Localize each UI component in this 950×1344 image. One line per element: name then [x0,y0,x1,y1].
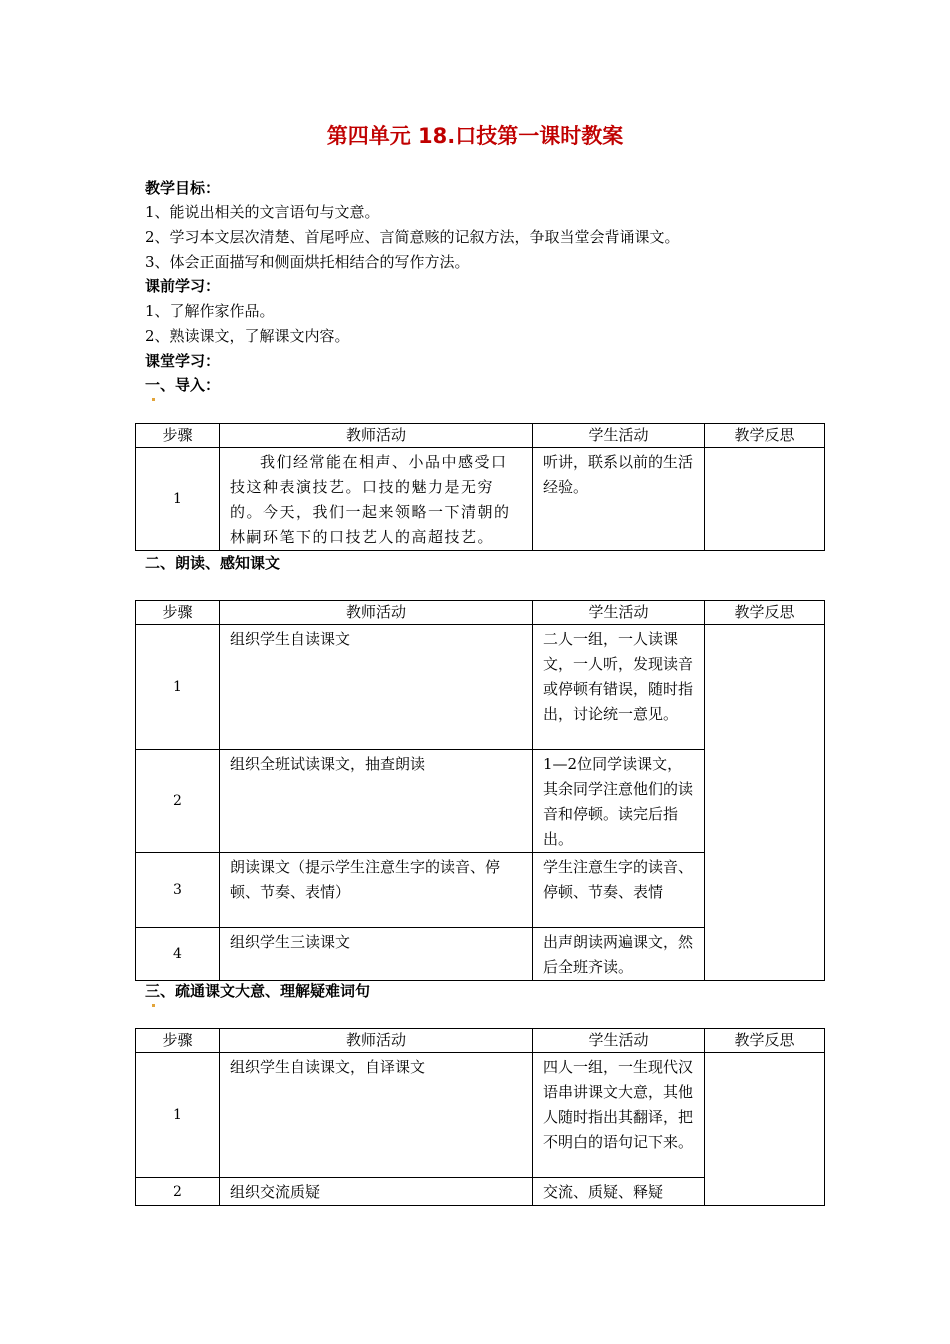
header-step: 步骤 [136,601,220,625]
preclass-item: 2、熟读课文，了解课文内容。 [145,327,350,345]
section-heading-comprehension: 三、疏通课文大意、理解疑难词句 [145,982,371,1000]
reflection-cell [705,625,825,981]
header-student: 学生活动 [533,1029,705,1053]
table-row [136,448,825,551]
student-activity: 交流、质疑、释疑 [533,1178,705,1206]
table-header-row [136,1029,825,1053]
student-activity: 四人一组，一生现代汉语串讲课文大意，其他人随时指出其翻译，把不明白的语句记下来。 [533,1053,705,1178]
teacher-activity: 我们经常能在相声、小品中感受口技这种表演技艺。口技的魅力是无穷的。今天，我们一起来领略一下清朝的林嗣环笔下的口技艺人的高超技艺。 [220,448,533,551]
student-activity: 1—2位同学读课文，其余同学注意他们的读音和停顿。读完后指出。 [533,750,705,853]
step-number: 4 [136,928,220,981]
objectives-heading: 教学目标： [145,179,221,197]
document-title: 第四单元 18.口技第一课时教案 [326,124,624,148]
teacher-activity: 组织学生自读课文 [220,625,533,750]
header-student: 学生活动 [533,601,705,625]
teacher-activity: 朗读课文（提示学生注意生字的读音、停顿、节奏、表情） [220,853,533,928]
objective-item: 2、学习本文层次清楚、首尾呼应、言简意赅的记叙方法，争取当堂会背诵课文。 [145,228,680,246]
lesson-table-reading [135,600,825,981]
table-header-row [136,601,825,625]
scan-mark [152,398,155,401]
objective-item: 3、体会正面描写和侧面烘托相结合的写作方法。 [145,253,470,271]
header-teacher: 教师活动 [220,601,533,625]
section-heading-reading: 二、朗读、感知课文 [145,554,281,572]
table-header-row [136,424,825,448]
step-number: 1 [136,625,220,750]
step-number: 3 [136,853,220,928]
reflection-cell [705,448,825,551]
step-number: 1 [136,1053,220,1178]
header-reflection: 教学反思 [705,1029,825,1053]
header-reflection: 教学反思 [705,424,825,448]
table-row [136,1053,825,1178]
student-activity: 学生注意生字的读音、停顿、节奏、表情 [533,853,705,928]
lesson-table-comprehension [135,1028,825,1206]
teacher-activity: 组织交流质疑 [220,1178,533,1206]
header-teacher: 教师活动 [220,424,533,448]
teacher-activity: 组织学生自读课文，自译课文 [220,1053,533,1178]
step-number: 1 [136,448,220,551]
step-number: 2 [136,1178,220,1206]
header-step: 步骤 [136,424,220,448]
lesson-table-intro [135,423,825,551]
header-step: 步骤 [136,1029,220,1053]
preclass-item: 1、了解作家作品。 [145,302,275,320]
objective-item: 1、能说出相关的文言语句与文意。 [145,203,380,221]
scan-mark [152,1004,155,1007]
inclass-heading: 课堂学习： [145,352,221,370]
student-activity: 听讲，联系以前的生活经验。 [533,448,705,551]
header-teacher: 教师活动 [220,1029,533,1053]
teacher-activity: 组织全班试读课文，抽查朗读 [220,750,533,853]
header-reflection: 教学反思 [705,601,825,625]
section-heading-intro: 一、导入： [145,376,221,394]
header-student: 学生活动 [533,424,705,448]
student-activity: 出声朗读两遍课文，然后全班齐读。 [533,928,705,981]
student-activity: 二人一组，一人读课文，一人听，发现读音或停顿有错误，随时指出，讨论统一意见。 [533,625,705,750]
reflection-cell [705,1053,825,1206]
preclass-heading: 课前学习： [145,277,221,295]
table-row [136,625,825,750]
teacher-activity: 组织学生三读课文 [220,928,533,981]
step-number: 2 [136,750,220,853]
